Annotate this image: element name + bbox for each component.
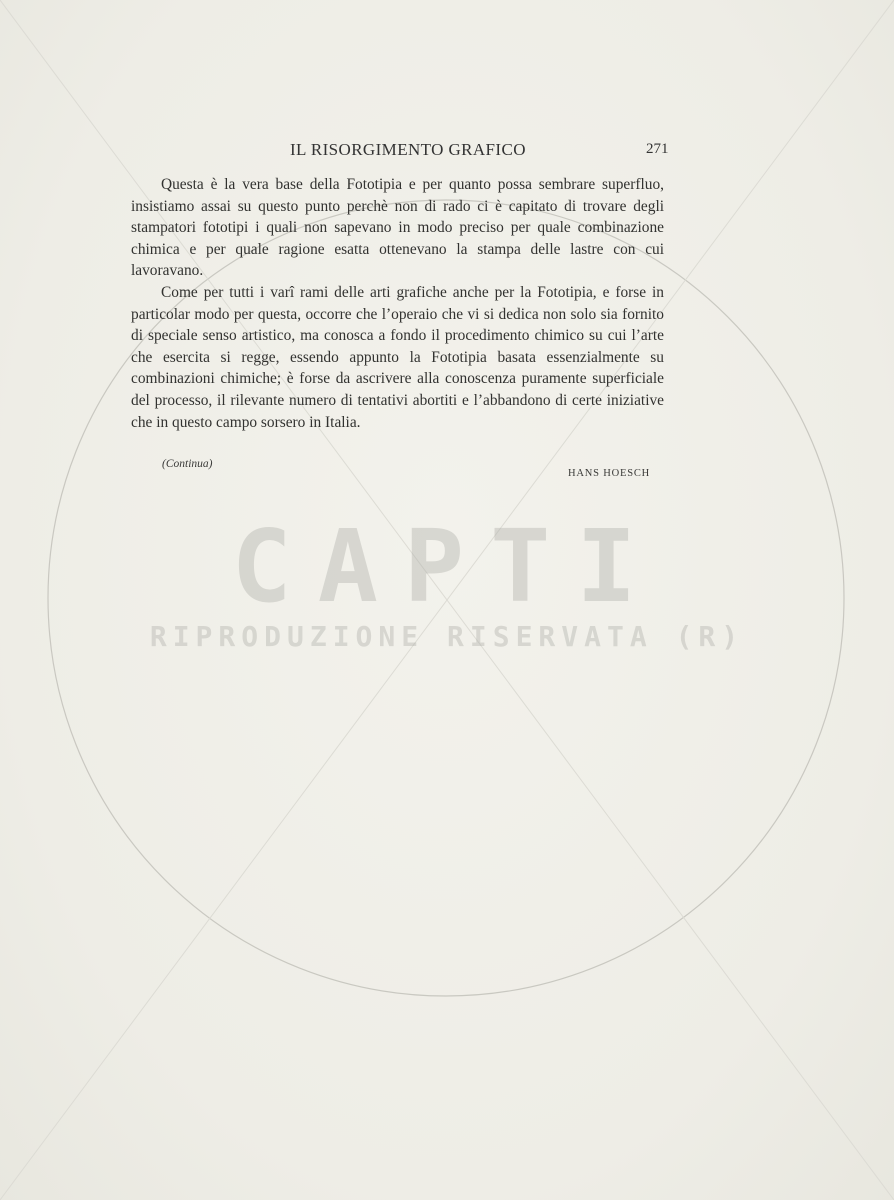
paragraph-1: Questa è la vera base della Fototipia e per quanto possa sembrare superfluo, insistiamo assai su questo punto perchè non di rado ci è capitato di trovare degli stampatori fototipi i quali non sapevano in modo preciso per quale combinazione chimica e per quale ragione esatta ottenevano la stampa delle lastre con cui lavoravano. <box>131 176 664 280</box>
article-body <box>131 174 664 433</box>
paragraph-2: Come per tutti i varî rami delle arti grafiche anche per la Fototipia, e forse in particolar modo per questa, occorre che l’operaio che vi si dedica non solo sia fornito di speciale senso artistico, ma conosca a fondo il procedimento chimico su cui l’arte che esercita si regge, essendo appunto la Fototipia basata essenzialmente su combinazioni chimiche; è forse da ascrivere alla conoscenza puramente superficiale del processo, il rilevante numero di tentativi abortiti e l’abbandono di certe iniziative che in questo campo sorsero in Italia. <box>131 283 664 431</box>
watermark-subtitle: RIPRODUZIONE RISERVATA (R) <box>149 620 745 653</box>
running-head <box>0 140 894 162</box>
continued-note: (Continua) <box>162 458 213 470</box>
journal-title: IL RISORGIMENTO GRAFICO <box>290 140 526 159</box>
watermark-logo: CAPTI <box>231 508 663 625</box>
author-signature: HANS HOESCH <box>568 468 651 479</box>
page-number: 271 <box>646 141 669 157</box>
signature-row <box>0 458 894 482</box>
